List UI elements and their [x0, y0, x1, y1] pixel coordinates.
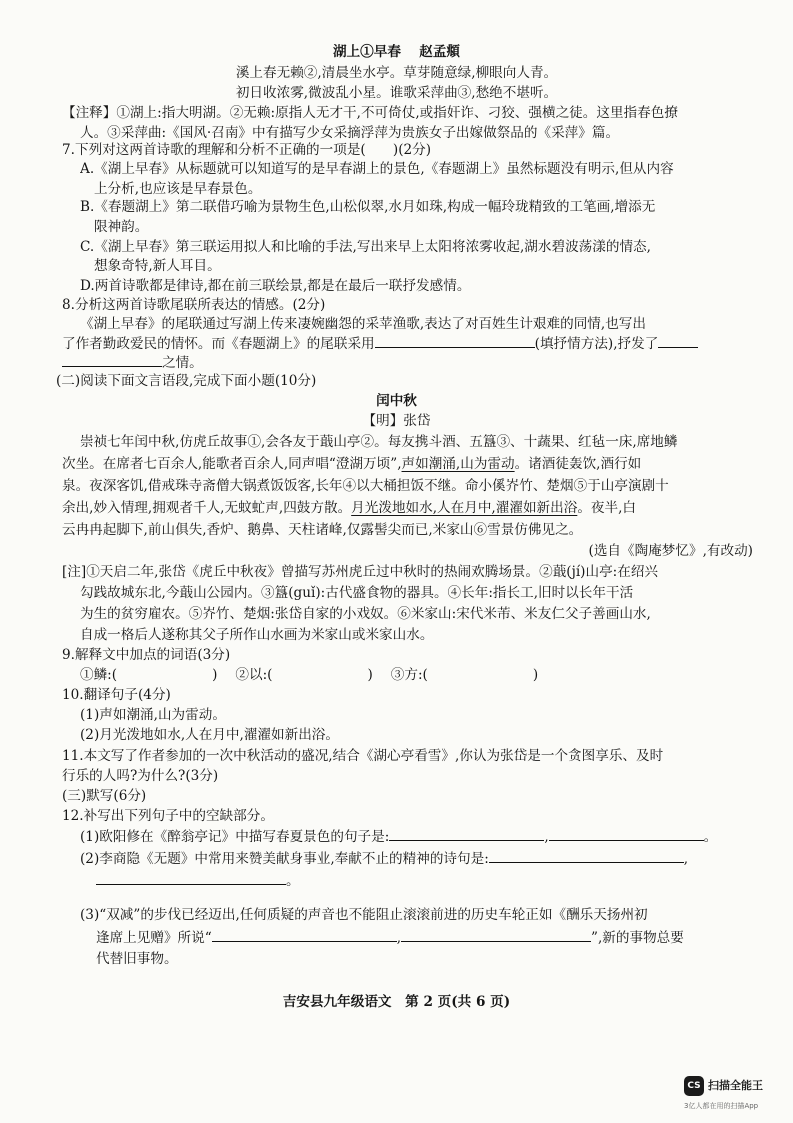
essay-text: 余出,妙入情理,拥观者千人,无蚊虻声,四鼓方散。 — [62, 500, 352, 516]
q8-text: 了作者勤政爱民的情怀。而《春题湖上》的尾联采用 — [62, 336, 375, 352]
essay-text-line — [62, 498, 753, 518]
q10-sentence: (1)声如潮涌,山为雷动。 — [80, 707, 226, 723]
question-11: 11.本文写了作者参加的一次中秋活动的盛况,结合《湖心亭看雪》,你认为张岱是一个贪图享乐、及时 — [62, 748, 664, 764]
question-12-stem: 12.补写出下列句子中的空缺部分。 — [62, 808, 274, 824]
essay-text: 。夜半,白 — [577, 500, 637, 516]
q12-text: (1)欧阳修在《醉翁亭记》中描写春夏景色的句子是: — [80, 829, 390, 845]
section-heading: (二)阅读下面文言语段,完成下面小题(10分) — [56, 373, 317, 389]
q12-period: 。 — [703, 829, 718, 845]
essay-source: (选自《陶庵梦忆》,有改动) — [588, 543, 753, 559]
q8-text-line3 — [62, 352, 753, 373]
essay-text: 次坐。在席者七百余人,能歌者百余人,同声唱“澄湖万顷”, — [62, 456, 402, 472]
q9-close: ) — [212, 667, 218, 683]
scanner-brand: 扫描全能王 — [708, 1079, 763, 1092]
question-10-stem: 10.翻译句子(4分) — [62, 687, 171, 703]
question-7-stem: 7.下列对这两首诗歌的理解和分析不正确的一项是( )(2分) — [62, 142, 432, 158]
q12-text: ”,新的事物总要 — [591, 930, 684, 946]
essay-author: 【明】张岱 — [362, 413, 431, 429]
q12-text: 逢席上见赠》所说“ — [96, 930, 212, 946]
q8-text: 《湖上早春》的尾联通过写湖上传来凄婉幽怨的采苹渔歌,表达了对百姓生计艰难的同情,也写出 — [80, 316, 646, 332]
answer-blank[interactable] — [212, 927, 397, 942]
option-a-cont: 上分析,也应该是早春景色。 — [94, 181, 262, 197]
option-d: D.两首诗歌都是律诗,都在前三联绘景,都是在最后一联抒发感情。 — [80, 278, 471, 294]
q8-text-line2 — [62, 333, 753, 354]
annotation-line: 勾践故城东北,今蕺山公园内。③簋(guǐ):古代盛食物的器具。④长年:指长工,旧时以长年干活 — [80, 585, 634, 601]
option-b: B.《春题湖上》第二联借巧喻为景物生色,山松似翠,水月如珠,构成一幅玲珑精致的工笔画,增添无 — [80, 199, 656, 215]
underlined-sentence: 月光泼地如水,人在月中,濯濯如新出浴 — [351, 500, 578, 516]
poem-title: 湖上①早春 — [332, 44, 401, 60]
answer-blank[interactable] — [401, 927, 591, 942]
q10-sentence: (2)月光泼地如水,人在月中,濯濯如新出浴。 — [80, 727, 339, 743]
answer-blank[interactable] — [389, 826, 544, 841]
q9-item-1: ①鳞:( — [80, 667, 118, 683]
q12-comma: , — [396, 930, 402, 946]
essay-text-line — [62, 454, 753, 474]
scanner-logo-icon: CS — [684, 1076, 704, 1096]
annotation-line: 【注释】①湖上:指大明湖。②无赖:原指人无才干,不可倚仗,或指奸诈、刁狡、强横之徒。这里指春色撩 — [62, 105, 678, 121]
page-footer: 吉安县九年级语文 第 2 页(共 6 页) — [282, 994, 511, 1010]
q9-items — [80, 665, 753, 685]
scanner-tagline: 3亿人都在用的扫描App — [684, 1102, 759, 1110]
q9-item-3: ③方:( — [390, 667, 428, 683]
option-a: A.《湖上早春》从标题就可以知道写的是早春湖上的景色,《春题湖上》虽然标题没有明示,但从内容 — [80, 161, 674, 177]
q12-comma: , — [544, 829, 549, 845]
essay-title: 闰中秋 — [376, 393, 417, 409]
annotation-line: 为生的贫穷雇农。⑤岕竹、楚烟:张岱自家的小戏奴。⑥米家山:宋代米芾、米友仁父子善画山水, — [80, 606, 651, 622]
q12-text: (2)李商隐《无题》中常用来赞美献身事业,奉献不止的精神的诗句是: — [80, 851, 489, 867]
q12-item-3-cont — [96, 927, 753, 948]
q12-period: 。 — [286, 873, 300, 889]
q12-item-1 — [80, 826, 753, 847]
q12-item-2-cont — [96, 870, 753, 891]
q12-item-2 — [80, 848, 753, 869]
q9-close: ) — [532, 667, 539, 683]
answer-blank[interactable] — [658, 333, 698, 348]
option-b-cont: 限神韵。 — [94, 219, 149, 235]
question-11-cont: 行乐的人吗?为什么?(3分) — [62, 768, 219, 784]
option-c-cont: 想象奇特,新人耳目。 — [94, 258, 221, 274]
essay-text: 崇祯七年闰中秋,仿虎丘故事①,会各友于蕺山亭②。每友携斗酒、五簋③、十蔬果、红毡一床,席地鳞 — [80, 434, 678, 450]
essay-text: 云冉冉起脚下,前山俱失,香炉、鹅鼻、天柱诸峰,仅露髻尖而已,米家山⑥雪景仿佛见之。 — [62, 522, 583, 538]
q12-comma: , — [683, 851, 689, 867]
q12-item-3: (3)“双减”的步伐已经迈出,任何质疑的声音也不能阻止滚滚前进的历史车轮正如《酬乐天扬州初 — [80, 907, 648, 923]
q12-item-3-end: 代替旧事物。 — [96, 951, 178, 967]
question-9-stem: 9.解释文中加点的词语(3分) — [62, 647, 231, 663]
annotation-line: [注]①天启二年,张岱《虎丘中秋夜》曾描写苏州虎丘过中秋时的热闹欢腾场景。②蕺(jí)山亭:在绍兴 — [62, 564, 659, 580]
annotation-line: 自成一格后人遂称其父子所作山水画为米家山或米家山水。 — [80, 627, 434, 643]
poem-author: 赵孟頫 — [419, 44, 461, 60]
poem-line: 溪上春无赖②,清晨坐水亭。草芽随意绿,柳眼向人青。 — [235, 65, 558, 81]
answer-blank[interactable] — [375, 333, 535, 348]
q9-item-2: ②以:( — [235, 667, 273, 683]
underlined-sentence: 声如潮涌,山为雷动 — [401, 456, 515, 472]
poem-title-line — [0, 42, 793, 62]
answer-blank[interactable] — [549, 826, 704, 841]
q8-text: 之情。 — [162, 355, 203, 371]
question-8-stem: 8.分析这两首诗歌尾联所表达的情感。(2分) — [62, 297, 326, 313]
option-c: C.《湖上早春》第三联运用拟人和比喻的手法,写出来早上太阳将浓雾收起,湖水碧波荡漾的情态, — [80, 239, 651, 255]
answer-blank[interactable] — [62, 352, 162, 367]
answer-blank[interactable] — [489, 848, 684, 863]
poem-line: 初日收浓雾,微波乱小星。谁歌采萍曲③,愁绝不堪听。 — [235, 85, 558, 101]
annotation-line: 人。③采萍曲:《国风·召南》中有描写少女采摘浮萍为贵族女子出嫁做祭品的《采萍》篇。 — [80, 125, 620, 141]
essay-text: 泉。夜深客饥,借戒珠寺斋僧大锅煮饭饭客,长年④以大桶担饭不继。命小傒岕竹、楚烟⑤于山亭演剧十 — [62, 478, 669, 494]
q8-text: (填抒情方法),抒发了 — [534, 336, 659, 352]
answer-blank[interactable] — [96, 870, 286, 885]
q9-close: ) — [367, 667, 373, 683]
essay-text: 。诸酒徒轰饮,酒行如 — [514, 456, 642, 472]
section-heading: (三)默写(6分) — [62, 788, 147, 804]
